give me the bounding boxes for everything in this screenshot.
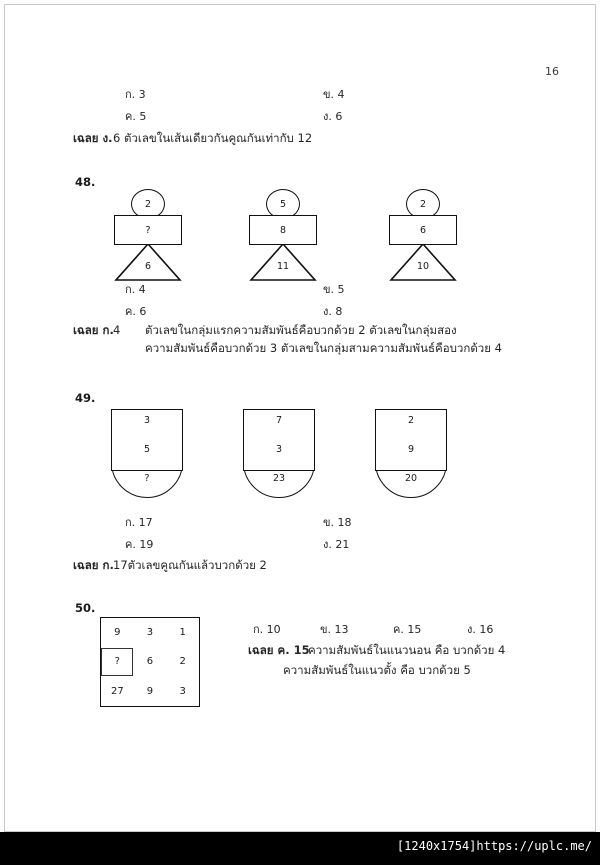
q48-choice-b[interactable]: ข. 5 <box>323 283 345 296</box>
q50-grid-table <box>101 618 199 706</box>
q47-choice-b[interactable]: ข. 4 <box>323 88 345 101</box>
q48-figure-2 <box>235 189 345 284</box>
footer-watermark-text: [1240x1754]https://uplc.me/ <box>396 839 592 853</box>
q49-fig1-middle-value: 5 <box>143 444 151 455</box>
q49-figure-3 <box>367 409 467 501</box>
q48-fig3-triangle-label: 10 <box>416 261 430 272</box>
q49-fig3-bottom-value: 20 <box>404 473 418 484</box>
q49-fig1-top-value: 3 <box>143 415 151 426</box>
q48-fig2-circle: 5 <box>266 189 300 219</box>
table-row <box>101 647 199 676</box>
q47-answer-prefix: เฉลย ง. <box>73 131 113 145</box>
q50-cell-r2c2: 3 <box>179 685 186 697</box>
q48-choice-a[interactable]: ก. 4 <box>125 283 146 296</box>
q48-fig3-rect: 6 <box>389 215 457 245</box>
q48-fig1-rect: ? <box>114 215 182 245</box>
footer-bar <box>0 832 600 865</box>
q50-cell-r1c0 <box>101 647 134 676</box>
q49-choice-a[interactable]: ก. 17 <box>125 516 153 529</box>
q48-answer-line1: ตัวเลขในกลุ่มแรกความสัมพันธ์คือบวกด้วย 2 ตัวเลขในกลุ่มสอง <box>145 323 457 337</box>
q50-answer-line2: ความสัมพันธ์ในแนวตั้ง คือ บวกด้วย 5 <box>283 663 471 677</box>
q49-fig2-top-value: 7 <box>275 415 283 426</box>
q50-cell-r1c2: 2 <box>179 656 186 668</box>
q48-choice-d[interactable]: ง. 8 <box>323 305 343 318</box>
q50-cell-r0c1: 3 <box>146 627 154 639</box>
page-number: 16 <box>545 65 559 78</box>
q48-fig2-rect: 8 <box>249 215 317 245</box>
q50-grid <box>100 617 200 707</box>
q49-figure-1 <box>103 409 203 501</box>
q50-choice-a[interactable]: ก. 10 <box>253 623 281 636</box>
q50-highlight-box: ? <box>101 648 133 676</box>
q49-fig2-middle-value: 3 <box>275 444 283 455</box>
q48-fig3-triangle <box>389 243 457 281</box>
q47-choice-a[interactable]: ก. 3 <box>125 88 146 101</box>
q49-choice-d[interactable]: ง. 21 <box>323 538 350 551</box>
q50-choice-d[interactable]: ง. 16 <box>467 623 494 636</box>
q48-fig2-triangle-label: 11 <box>276 261 290 272</box>
q50-choice-c[interactable]: ค. 15 <box>393 623 422 636</box>
q49-answer-text: 17ตัวเลขคูณกันแล้วบวกด้วย 2 <box>113 558 267 572</box>
q50-cell-r1c1: 6 <box>146 656 154 668</box>
q50-cell-r2c1: 9 <box>146 685 154 697</box>
q50-answer-line1: ความสัมพันธ์ในแนวนอน คือ บวกด้วย 4 <box>308 643 506 657</box>
q48-figure-1 <box>100 189 210 284</box>
q50-cell-r0c0: 9 <box>114 627 121 639</box>
q50-answer-prefix: เฉลย ค. 15 <box>248 643 310 657</box>
q48-choice-c[interactable]: ค. 6 <box>125 305 147 318</box>
q50-choice-b[interactable]: ข. 13 <box>320 623 349 636</box>
q49-fig1-bottom-value: ? <box>144 473 150 484</box>
q48-fig1-circle: 2 <box>131 189 165 219</box>
q48-answer-prefix: เฉลย ก. <box>73 323 114 337</box>
q47-choice-d[interactable]: ง. 6 <box>323 110 343 123</box>
q48-fig1-triangle-label: 6 <box>144 261 152 272</box>
q47-answer-text: 6 ตัวเลขในเส้นเดียวกันคูณกันเท่ากับ 12 <box>113 131 313 145</box>
q50-cell-r2c0: 27 <box>110 685 124 697</box>
question-number-49: 49. <box>75 391 96 405</box>
q48-answer-line2: ความสัมพันธ์คือบวกด้วย 3 ตัวเลขในกลุ่มสามความสัมพันธ์คือบวกด้วย 4 <box>145 341 502 355</box>
question-number-48: 48. <box>75 175 96 189</box>
question-number-50: 50. <box>75 601 96 615</box>
q49-fig2-bottom-value: 23 <box>272 473 286 484</box>
q49-choice-c[interactable]: ค. 19 <box>125 538 154 551</box>
q48-answer-value: 4 <box>113 323 121 337</box>
table-row <box>101 677 199 706</box>
q49-fig3-top-value: 2 <box>407 415 415 426</box>
table-row <box>101 618 199 647</box>
q47-choice-c[interactable]: ค. 5 <box>125 110 147 123</box>
q50-cell-r0c2: 1 <box>179 627 186 639</box>
q49-choice-b[interactable]: ข. 18 <box>323 516 352 529</box>
q48-figure-3 <box>375 189 485 284</box>
q49-figure-2 <box>235 409 335 501</box>
q48-fig2-triangle <box>249 243 317 281</box>
q49-answer-prefix: เฉลย ก. <box>73 558 114 572</box>
q48-fig1-triangle <box>114 243 182 281</box>
q49-fig3-middle-value: 9 <box>407 444 415 455</box>
q48-fig3-circle: 2 <box>406 189 440 219</box>
page-sheet <box>4 4 596 832</box>
